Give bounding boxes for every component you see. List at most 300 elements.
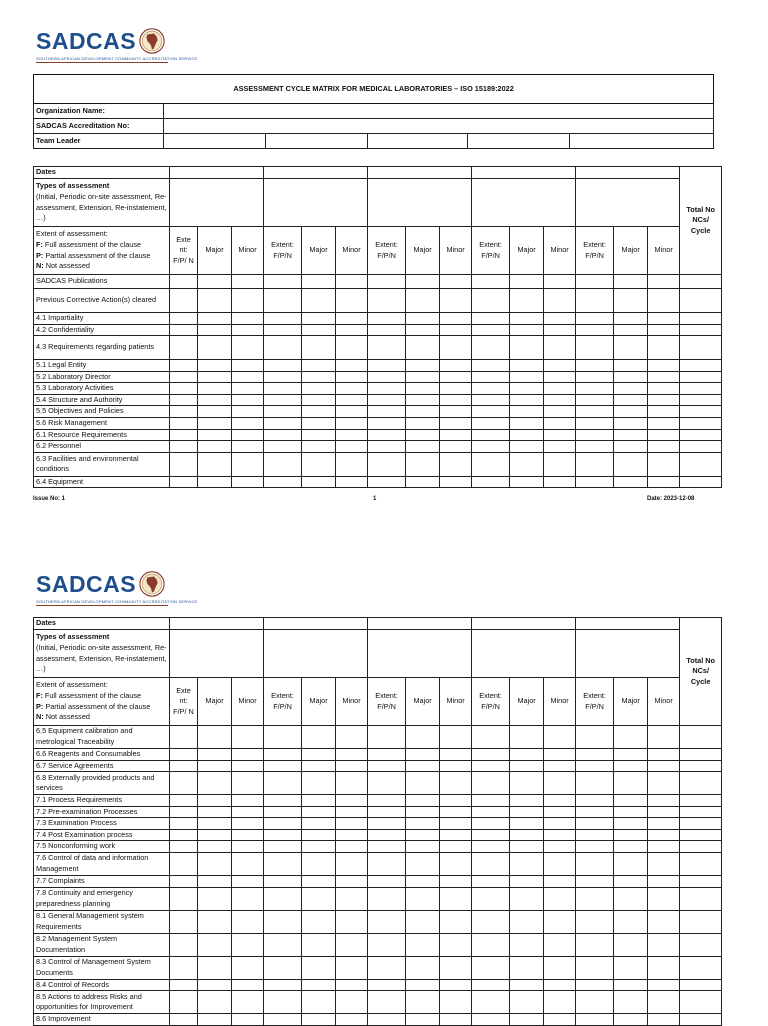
extent-cell[interactable] xyxy=(576,979,614,991)
extent-cell[interactable] xyxy=(170,476,198,488)
date-field[interactable] xyxy=(576,167,680,179)
major-cell[interactable] xyxy=(614,772,648,795)
major-cell[interactable] xyxy=(510,876,544,888)
extent-cell[interactable] xyxy=(264,452,302,476)
minor-cell[interactable] xyxy=(648,406,680,418)
extent-cell[interactable] xyxy=(170,887,198,910)
major-cell[interactable] xyxy=(510,853,544,876)
minor-cell[interactable] xyxy=(232,760,264,772)
total-nc-cell[interactable] xyxy=(680,760,722,772)
minor-cell[interactable] xyxy=(544,418,576,430)
extent-cell[interactable] xyxy=(264,441,302,453)
major-cell[interactable] xyxy=(510,818,544,830)
total-nc-cell[interactable] xyxy=(680,289,722,313)
extent-cell[interactable] xyxy=(170,806,198,818)
minor-cell[interactable] xyxy=(336,441,368,453)
extent-cell[interactable] xyxy=(472,406,510,418)
minor-cell[interactable] xyxy=(440,371,472,383)
major-cell[interactable] xyxy=(510,979,544,991)
major-cell[interactable] xyxy=(302,336,336,360)
major-cell[interactable] xyxy=(614,429,648,441)
major-cell[interactable] xyxy=(406,933,440,956)
major-cell[interactable] xyxy=(614,336,648,360)
major-cell[interactable] xyxy=(198,841,232,853)
minor-cell[interactable] xyxy=(232,371,264,383)
extent-cell[interactable] xyxy=(368,887,406,910)
minor-cell[interactable] xyxy=(648,313,680,325)
minor-cell[interactable] xyxy=(440,818,472,830)
major-cell[interactable] xyxy=(614,275,648,289)
extent-cell[interactable] xyxy=(472,760,510,772)
major-cell[interactable] xyxy=(302,313,336,325)
extent-cell[interactable] xyxy=(264,429,302,441)
minor-cell[interactable] xyxy=(232,452,264,476)
major-cell[interactable] xyxy=(198,452,232,476)
assessment-type-field[interactable] xyxy=(264,630,368,678)
extent-cell[interactable] xyxy=(368,991,406,1014)
major-cell[interactable] xyxy=(302,806,336,818)
extent-cell[interactable] xyxy=(170,991,198,1014)
major-cell[interactable] xyxy=(406,853,440,876)
major-cell[interactable] xyxy=(198,371,232,383)
major-cell[interactable] xyxy=(198,772,232,795)
extent-cell[interactable] xyxy=(170,749,198,761)
major-cell[interactable] xyxy=(614,933,648,956)
extent-cell[interactable] xyxy=(264,418,302,430)
extent-cell[interactable] xyxy=(576,394,614,406)
minor-cell[interactable] xyxy=(232,275,264,289)
minor-cell[interactable] xyxy=(336,910,368,933)
minor-cell[interactable] xyxy=(336,876,368,888)
minor-cell[interactable] xyxy=(648,275,680,289)
extent-cell[interactable] xyxy=(170,383,198,395)
extent-cell[interactable] xyxy=(472,383,510,395)
minor-cell[interactable] xyxy=(648,726,680,749)
major-cell[interactable] xyxy=(510,336,544,360)
extent-cell[interactable] xyxy=(576,760,614,772)
minor-cell[interactable] xyxy=(544,910,576,933)
major-cell[interactable] xyxy=(198,760,232,772)
extent-cell[interactable] xyxy=(368,336,406,360)
major-cell[interactable] xyxy=(614,853,648,876)
extent-cell[interactable] xyxy=(472,476,510,488)
extent-cell[interactable] xyxy=(472,933,510,956)
total-nc-cell[interactable] xyxy=(680,441,722,453)
major-cell[interactable] xyxy=(198,933,232,956)
minor-cell[interactable] xyxy=(544,749,576,761)
date-field[interactable] xyxy=(472,618,576,630)
extent-cell[interactable] xyxy=(576,841,614,853)
extent-cell[interactable] xyxy=(472,910,510,933)
minor-cell[interactable] xyxy=(440,749,472,761)
major-cell[interactable] xyxy=(406,360,440,372)
major-cell[interactable] xyxy=(198,818,232,830)
assessment-type-field[interactable] xyxy=(170,630,264,678)
extent-cell[interactable] xyxy=(368,275,406,289)
extent-cell[interactable] xyxy=(264,841,302,853)
extent-cell[interactable] xyxy=(368,383,406,395)
extent-cell[interactable] xyxy=(264,910,302,933)
extent-cell[interactable] xyxy=(472,829,510,841)
major-cell[interactable] xyxy=(406,829,440,841)
major-cell[interactable] xyxy=(406,772,440,795)
extent-cell[interactable] xyxy=(264,289,302,313)
extent-cell[interactable] xyxy=(368,441,406,453)
extent-cell[interactable] xyxy=(264,371,302,383)
extent-cell[interactable] xyxy=(368,979,406,991)
extent-cell[interactable] xyxy=(264,324,302,336)
extent-cell[interactable] xyxy=(576,933,614,956)
minor-cell[interactable] xyxy=(440,324,472,336)
assessment-type-field[interactable] xyxy=(576,630,680,678)
minor-cell[interactable] xyxy=(336,336,368,360)
extent-cell[interactable] xyxy=(368,371,406,383)
date-field[interactable] xyxy=(170,618,264,630)
major-cell[interactable] xyxy=(406,749,440,761)
total-nc-cell[interactable] xyxy=(680,772,722,795)
minor-cell[interactable] xyxy=(544,956,576,979)
extent-cell[interactable] xyxy=(264,795,302,807)
major-cell[interactable] xyxy=(302,991,336,1014)
date-field[interactable] xyxy=(368,167,472,179)
minor-cell[interactable] xyxy=(336,749,368,761)
minor-cell[interactable] xyxy=(232,933,264,956)
extent-cell[interactable] xyxy=(472,726,510,749)
extent-cell[interactable] xyxy=(368,429,406,441)
extent-cell[interactable] xyxy=(368,956,406,979)
total-nc-cell[interactable] xyxy=(680,887,722,910)
extent-cell[interactable] xyxy=(472,371,510,383)
major-cell[interactable] xyxy=(510,441,544,453)
extent-cell[interactable] xyxy=(264,360,302,372)
major-cell[interactable] xyxy=(198,991,232,1014)
major-cell[interactable] xyxy=(198,324,232,336)
extent-cell[interactable] xyxy=(368,853,406,876)
minor-cell[interactable] xyxy=(440,441,472,453)
minor-cell[interactable] xyxy=(648,371,680,383)
extent-cell[interactable] xyxy=(576,313,614,325)
minor-cell[interactable] xyxy=(232,383,264,395)
extent-cell[interactable] xyxy=(576,853,614,876)
minor-cell[interactable] xyxy=(232,910,264,933)
major-cell[interactable] xyxy=(406,910,440,933)
total-nc-cell[interactable] xyxy=(680,818,722,830)
date-field[interactable] xyxy=(368,618,472,630)
major-cell[interactable] xyxy=(198,418,232,430)
major-cell[interactable] xyxy=(406,313,440,325)
extent-cell[interactable] xyxy=(472,429,510,441)
minor-cell[interactable] xyxy=(232,853,264,876)
minor-cell[interactable] xyxy=(440,360,472,372)
minor-cell[interactable] xyxy=(648,806,680,818)
total-nc-cell[interactable] xyxy=(680,933,722,956)
minor-cell[interactable] xyxy=(232,841,264,853)
minor-cell[interactable] xyxy=(232,806,264,818)
assessment-type-field[interactable] xyxy=(576,179,680,227)
extent-cell[interactable] xyxy=(368,726,406,749)
major-cell[interactable] xyxy=(198,956,232,979)
major-cell[interactable] xyxy=(510,910,544,933)
major-cell[interactable] xyxy=(406,371,440,383)
minor-cell[interactable] xyxy=(336,991,368,1014)
minor-cell[interactable] xyxy=(544,991,576,1014)
assessment-type-field[interactable] xyxy=(472,630,576,678)
major-cell[interactable] xyxy=(510,394,544,406)
extent-cell[interactable] xyxy=(264,406,302,418)
minor-cell[interactable] xyxy=(648,360,680,372)
extent-cell[interactable] xyxy=(264,383,302,395)
major-cell[interactable] xyxy=(614,418,648,430)
extent-cell[interactable] xyxy=(368,818,406,830)
minor-cell[interactable] xyxy=(440,760,472,772)
extent-cell[interactable] xyxy=(368,749,406,761)
major-cell[interactable] xyxy=(198,853,232,876)
major-cell[interactable] xyxy=(302,275,336,289)
minor-cell[interactable] xyxy=(648,749,680,761)
major-cell[interactable] xyxy=(614,979,648,991)
extent-cell[interactable] xyxy=(368,406,406,418)
minor-cell[interactable] xyxy=(336,275,368,289)
minor-cell[interactable] xyxy=(232,394,264,406)
minor-cell[interactable] xyxy=(232,749,264,761)
minor-cell[interactable] xyxy=(544,829,576,841)
total-nc-cell[interactable] xyxy=(680,313,722,325)
extent-cell[interactable] xyxy=(264,394,302,406)
minor-cell[interactable] xyxy=(232,772,264,795)
extent-cell[interactable] xyxy=(264,806,302,818)
extent-cell[interactable] xyxy=(368,772,406,795)
minor-cell[interactable] xyxy=(440,313,472,325)
extent-cell[interactable] xyxy=(576,324,614,336)
major-cell[interactable] xyxy=(198,726,232,749)
major-cell[interactable] xyxy=(302,394,336,406)
minor-cell[interactable] xyxy=(544,760,576,772)
team-leader-field[interactable] xyxy=(164,134,266,149)
extent-cell[interactable] xyxy=(576,289,614,313)
minor-cell[interactable] xyxy=(544,336,576,360)
total-nc-cell[interactable] xyxy=(680,876,722,888)
extent-cell[interactable] xyxy=(264,979,302,991)
total-nc-cell[interactable] xyxy=(680,749,722,761)
extent-cell[interactable] xyxy=(170,956,198,979)
major-cell[interactable] xyxy=(510,933,544,956)
extent-cell[interactable] xyxy=(264,853,302,876)
extent-cell[interactable] xyxy=(170,772,198,795)
minor-cell[interactable] xyxy=(440,476,472,488)
date-field[interactable] xyxy=(576,618,680,630)
major-cell[interactable] xyxy=(406,806,440,818)
major-cell[interactable] xyxy=(198,795,232,807)
extent-cell[interactable] xyxy=(170,726,198,749)
major-cell[interactable] xyxy=(302,476,336,488)
total-nc-cell[interactable] xyxy=(680,841,722,853)
assessment-type-field[interactable] xyxy=(368,179,472,227)
extent-cell[interactable] xyxy=(170,289,198,313)
major-cell[interactable] xyxy=(302,956,336,979)
extent-cell[interactable] xyxy=(170,760,198,772)
major-cell[interactable] xyxy=(510,760,544,772)
major-cell[interactable] xyxy=(302,429,336,441)
minor-cell[interactable] xyxy=(440,853,472,876)
minor-cell[interactable] xyxy=(544,429,576,441)
major-cell[interactable] xyxy=(614,324,648,336)
major-cell[interactable] xyxy=(406,795,440,807)
total-nc-cell[interactable] xyxy=(680,360,722,372)
minor-cell[interactable] xyxy=(440,806,472,818)
minor-cell[interactable] xyxy=(336,383,368,395)
major-cell[interactable] xyxy=(510,324,544,336)
total-nc-cell[interactable] xyxy=(680,910,722,933)
extent-cell[interactable] xyxy=(368,910,406,933)
major-cell[interactable] xyxy=(614,406,648,418)
minor-cell[interactable] xyxy=(336,795,368,807)
extent-cell[interactable] xyxy=(264,275,302,289)
major-cell[interactable] xyxy=(510,383,544,395)
extent-cell[interactable] xyxy=(472,979,510,991)
minor-cell[interactable] xyxy=(648,772,680,795)
extent-cell[interactable] xyxy=(170,876,198,888)
extent-cell[interactable] xyxy=(472,360,510,372)
extent-cell[interactable] xyxy=(264,829,302,841)
minor-cell[interactable] xyxy=(336,760,368,772)
assessment-type-field[interactable] xyxy=(368,630,472,678)
minor-cell[interactable] xyxy=(544,383,576,395)
major-cell[interactable] xyxy=(406,956,440,979)
minor-cell[interactable] xyxy=(648,887,680,910)
extent-cell[interactable] xyxy=(472,336,510,360)
extent-cell[interactable] xyxy=(170,371,198,383)
major-cell[interactable] xyxy=(614,452,648,476)
major-cell[interactable] xyxy=(198,910,232,933)
accreditation-no-field[interactable] xyxy=(164,119,714,134)
total-nc-cell[interactable] xyxy=(680,394,722,406)
minor-cell[interactable] xyxy=(544,406,576,418)
assessment-type-field[interactable] xyxy=(170,179,264,227)
date-field[interactable] xyxy=(170,167,264,179)
extent-cell[interactable] xyxy=(170,910,198,933)
minor-cell[interactable] xyxy=(648,933,680,956)
minor-cell[interactable] xyxy=(648,441,680,453)
minor-cell[interactable] xyxy=(440,829,472,841)
minor-cell[interactable] xyxy=(440,726,472,749)
major-cell[interactable] xyxy=(302,829,336,841)
major-cell[interactable] xyxy=(614,876,648,888)
minor-cell[interactable] xyxy=(648,289,680,313)
major-cell[interactable] xyxy=(198,383,232,395)
extent-cell[interactable] xyxy=(472,324,510,336)
minor-cell[interactable] xyxy=(648,394,680,406)
date-field[interactable] xyxy=(264,167,368,179)
minor-cell[interactable] xyxy=(440,979,472,991)
major-cell[interactable] xyxy=(614,476,648,488)
major-cell[interactable] xyxy=(406,394,440,406)
minor-cell[interactable] xyxy=(232,476,264,488)
minor-cell[interactable] xyxy=(544,324,576,336)
extent-cell[interactable] xyxy=(472,313,510,325)
major-cell[interactable] xyxy=(614,841,648,853)
minor-cell[interactable] xyxy=(544,289,576,313)
extent-cell[interactable] xyxy=(368,394,406,406)
minor-cell[interactable] xyxy=(336,406,368,418)
major-cell[interactable] xyxy=(302,418,336,430)
major-cell[interactable] xyxy=(198,979,232,991)
minor-cell[interactable] xyxy=(232,336,264,360)
major-cell[interactable] xyxy=(302,841,336,853)
minor-cell[interactable] xyxy=(544,876,576,888)
major-cell[interactable] xyxy=(614,313,648,325)
minor-cell[interactable] xyxy=(440,841,472,853)
major-cell[interactable] xyxy=(302,876,336,888)
major-cell[interactable] xyxy=(302,383,336,395)
minor-cell[interactable] xyxy=(544,853,576,876)
minor-cell[interactable] xyxy=(232,324,264,336)
extent-cell[interactable] xyxy=(576,887,614,910)
total-nc-cell[interactable] xyxy=(680,383,722,395)
minor-cell[interactable] xyxy=(648,829,680,841)
minor-cell[interactable] xyxy=(648,795,680,807)
major-cell[interactable] xyxy=(406,383,440,395)
total-nc-cell[interactable] xyxy=(680,371,722,383)
minor-cell[interactable] xyxy=(336,829,368,841)
extent-cell[interactable] xyxy=(576,406,614,418)
extent-cell[interactable] xyxy=(576,806,614,818)
extent-cell[interactable] xyxy=(576,956,614,979)
major-cell[interactable] xyxy=(302,749,336,761)
major-cell[interactable] xyxy=(302,371,336,383)
total-nc-cell[interactable] xyxy=(680,979,722,991)
minor-cell[interactable] xyxy=(440,429,472,441)
minor-cell[interactable] xyxy=(648,818,680,830)
extent-cell[interactable] xyxy=(264,760,302,772)
minor-cell[interactable] xyxy=(440,956,472,979)
minor-cell[interactable] xyxy=(544,806,576,818)
minor-cell[interactable] xyxy=(336,394,368,406)
minor-cell[interactable] xyxy=(440,933,472,956)
extent-cell[interactable] xyxy=(368,760,406,772)
minor-cell[interactable] xyxy=(232,289,264,313)
major-cell[interactable] xyxy=(614,991,648,1014)
minor-cell[interactable] xyxy=(336,933,368,956)
minor-cell[interactable] xyxy=(232,991,264,1014)
total-nc-cell[interactable] xyxy=(680,806,722,818)
major-cell[interactable] xyxy=(510,795,544,807)
major-cell[interactable] xyxy=(198,829,232,841)
extent-cell[interactable] xyxy=(368,360,406,372)
major-cell[interactable] xyxy=(198,887,232,910)
major-cell[interactable] xyxy=(510,991,544,1014)
minor-cell[interactable] xyxy=(544,726,576,749)
extent-cell[interactable] xyxy=(264,726,302,749)
total-nc-cell[interactable] xyxy=(680,853,722,876)
extent-cell[interactable] xyxy=(576,795,614,807)
major-cell[interactable] xyxy=(510,772,544,795)
extent-cell[interactable] xyxy=(170,795,198,807)
minor-cell[interactable] xyxy=(232,795,264,807)
extent-cell[interactable] xyxy=(576,749,614,761)
minor-cell[interactable] xyxy=(648,910,680,933)
team-leader-field[interactable] xyxy=(570,134,714,149)
major-cell[interactable] xyxy=(614,289,648,313)
extent-cell[interactable] xyxy=(576,383,614,395)
extent-cell[interactable] xyxy=(472,275,510,289)
major-cell[interactable] xyxy=(510,749,544,761)
minor-cell[interactable] xyxy=(232,313,264,325)
major-cell[interactable] xyxy=(406,991,440,1014)
major-cell[interactable] xyxy=(302,406,336,418)
extent-cell[interactable] xyxy=(170,841,198,853)
minor-cell[interactable] xyxy=(544,452,576,476)
extent-cell[interactable] xyxy=(576,336,614,360)
